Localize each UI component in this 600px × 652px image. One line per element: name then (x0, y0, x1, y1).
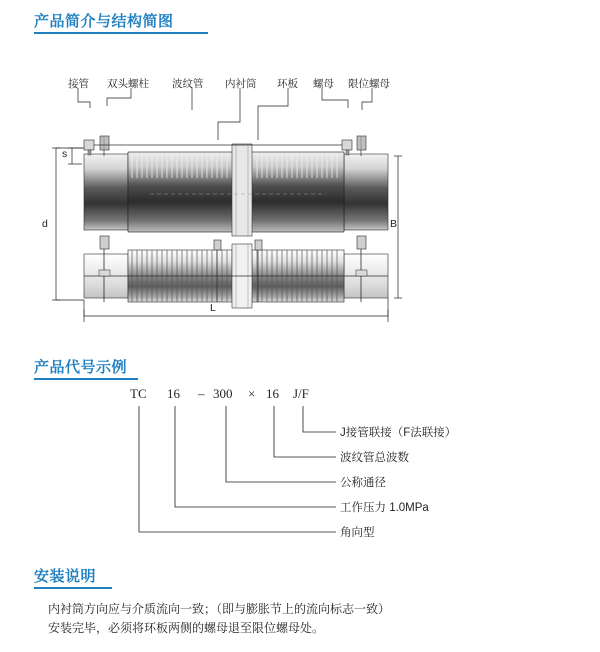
dimension-d (52, 148, 84, 300)
diagram-label-bellows: 波纹管 (172, 78, 204, 90)
section-title-intro: 产品简介与结构简图 (34, 13, 174, 30)
code-desc-type: 角向型 (340, 527, 375, 539)
code-desc-connection: J接管联接（F法联接） (340, 427, 457, 439)
diagram-label-nut: 螺母 (313, 78, 334, 90)
diagram-svg (0, 44, 600, 344)
product-code-example (0, 380, 600, 555)
code-token-dash: – (198, 386, 205, 401)
diagram-label-double-stud: 双头螺柱 (107, 78, 149, 90)
left-pipe (84, 154, 128, 230)
diagram-dim-L: L (210, 302, 216, 314)
code-desc-working-pressure: 工作压力 1.0MPa (340, 502, 429, 514)
section-underline-intro (34, 32, 208, 34)
diagram-label-nozzle: 接管 (68, 78, 89, 90)
leader-lines (78, 88, 372, 140)
section-title-code: 产品代号示例 (34, 359, 128, 376)
ring-plate-top (232, 144, 252, 236)
section-title-install: 安装说明 (34, 568, 97, 585)
section-underline-install (34, 587, 112, 589)
install-note-2: 安装完毕，必须将环板两侧的螺母退至限位螺母处。 (48, 621, 325, 635)
installation-notes (48, 600, 568, 638)
code-leader-svg (0, 380, 600, 555)
stud-assembly-left (84, 136, 109, 156)
diagram-label-liner: 内衬筒 (225, 78, 257, 90)
diagram-label-limit-nut: 限位螺母 (348, 78, 390, 90)
bellows-corrugations-left (132, 154, 232, 178)
code-token-diameter: 300 (213, 386, 233, 401)
code-token-wave-count: 16 (266, 386, 279, 401)
code-token-connection: J/F (293, 386, 309, 401)
code-desc-wave-count: 波纹管总波数 (340, 452, 409, 464)
diagram-label-ring-plate: 环板 (277, 78, 298, 90)
diagram-dim-B: B (390, 218, 398, 230)
structure-diagram (0, 44, 600, 344)
code-token-tc: TC (130, 386, 147, 401)
diagram-dim-d: d (42, 218, 48, 230)
code-desc-nominal-diameter: 公称通径 (340, 477, 386, 489)
dimension-s (68, 148, 82, 164)
right-pipe (344, 154, 388, 230)
diagram-dim-s: s (62, 148, 68, 160)
code-token-times: × (248, 386, 256, 401)
install-note-1: 内衬筒方向应与介质流向一致；（即与膨胀节上的流向标志一致） (48, 602, 391, 616)
stud-assembly-right (342, 136, 366, 156)
code-token-pressure: 16 (167, 386, 180, 401)
